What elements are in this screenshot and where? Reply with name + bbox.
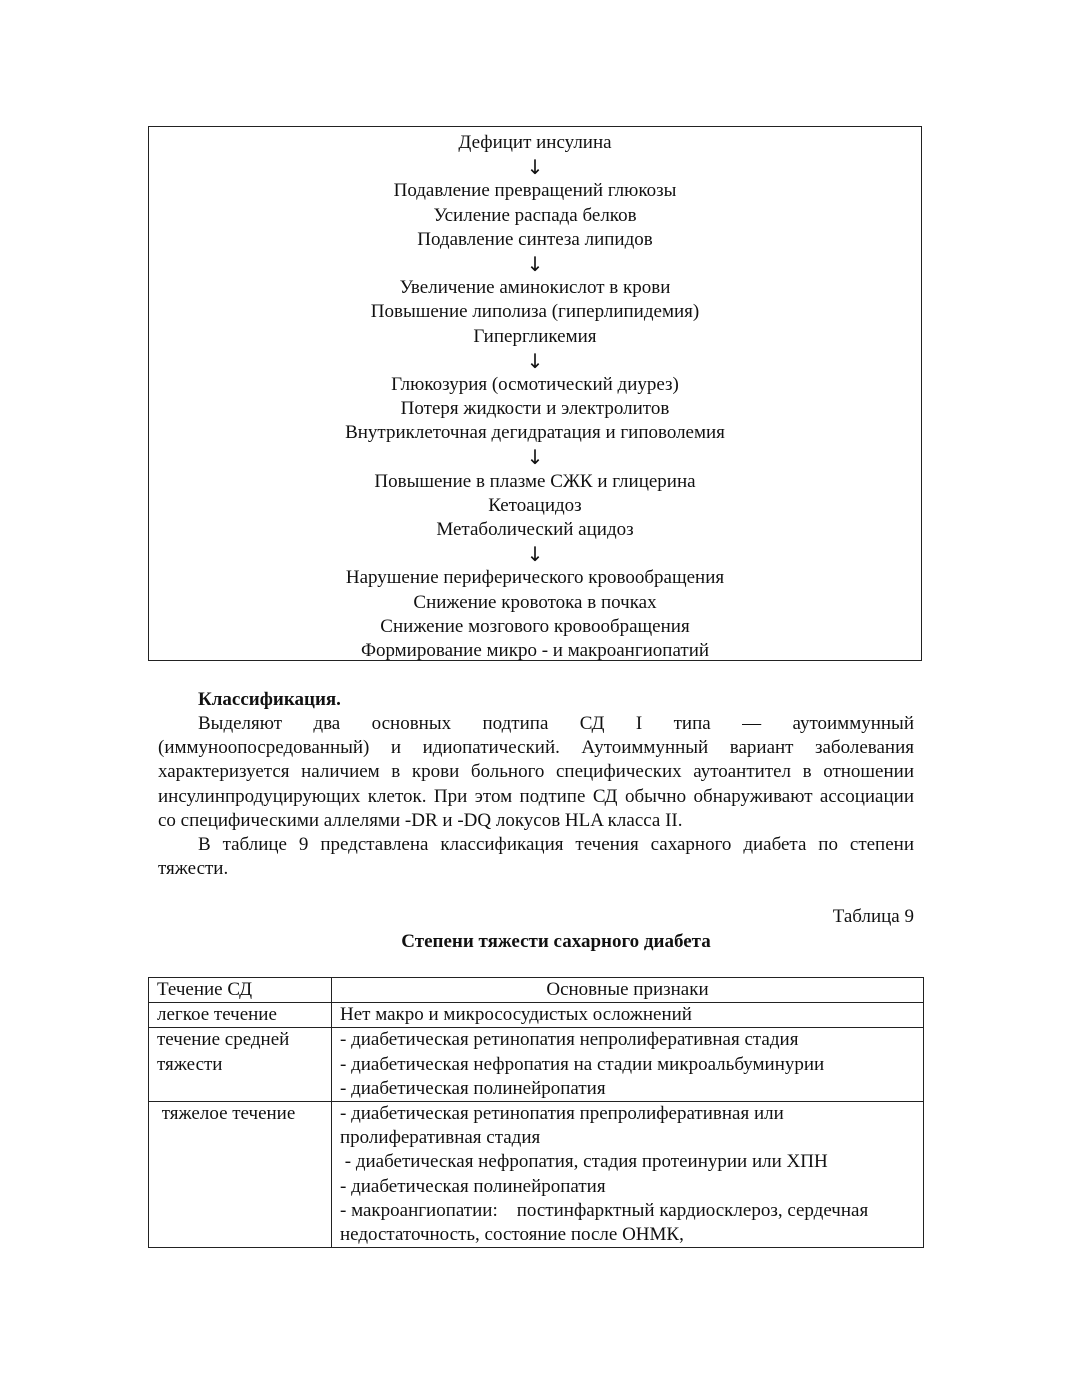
table-header-row: [149, 978, 924, 1003]
flow-step: Подавление синтеза липидов: [417, 228, 653, 250]
signs-cell: [332, 1102, 924, 1248]
header-cell: Основные признаки: [332, 978, 924, 1003]
flow-step: Кетоацидоз: [488, 494, 582, 516]
flow-step: Повышение в плазме СЖК и глицерина: [374, 470, 696, 492]
signs-cell: [332, 1003, 924, 1028]
table-row: [149, 1102, 924, 1248]
pathogenesis-flow-box: [148, 126, 922, 661]
down-arrow-icon: ↓: [526, 251, 544, 276]
section-heading: Классификация.: [198, 689, 341, 710]
flow-step: Формирование микро - и макроангиопатий: [360, 639, 710, 661]
flow-step: Подавление превращений глюкозы: [393, 180, 677, 202]
flow-step: Повышение липолиза (гиперлипидемия): [370, 301, 700, 323]
flow-step: Дефицит инсулина: [458, 132, 612, 153]
classification-text: [158, 712, 914, 881]
header-cell: Течение СД: [149, 978, 332, 1003]
flow-step: Нарушение периферического кровообращения: [345, 567, 725, 589]
down-arrow-icon: ↓: [526, 155, 544, 180]
course-cell: легкое течение: [149, 1003, 332, 1028]
severity-table: [148, 977, 924, 1248]
sign-item: - диабетическая ретинопатия препролиферативная или пролиферативная стадия: [340, 1103, 784, 1149]
flow-step: Потеря жидкости и электролитов: [400, 398, 670, 420]
flow-step: Снижение мозгового кровообращения: [380, 615, 690, 637]
flow-step: Увеличение аминокислот в крови: [399, 277, 671, 299]
flow-step: Снижение кровотока в почках: [413, 591, 657, 613]
paragraph: В таблице 9 представлена классификация течения сахарного диабета по степени тяжести.: [158, 834, 914, 880]
table-caption: Таблица 9: [832, 906, 914, 927]
flow-step: Глюкозурия (осмотический диурез): [391, 373, 679, 395]
flow-step: Гипергликемия: [473, 325, 597, 347]
sign-item: - диабетическая полинейропатия: [340, 1077, 606, 1099]
sign-item: - диабетическая нефропатия на стадии микроальбуминурии: [340, 1053, 825, 1075]
course-cell: течение средней тяжести: [149, 1028, 332, 1102]
sign-item: - диабетическая полинейропатия: [340, 1175, 606, 1197]
signs-cell: [332, 1028, 924, 1102]
table-title: Степени тяжести сахарного диабета: [401, 931, 711, 952]
down-arrow-icon: ↓: [526, 542, 544, 567]
sign-item: - диабетическая нефропатия, стадия протеинурии или ХПН: [340, 1151, 828, 1173]
course-cell: тяжелое течение: [149, 1102, 332, 1248]
flow-step: Усиление распада белков: [433, 204, 637, 226]
table-row: [149, 1028, 924, 1102]
sign-item: - диабетическая ретинопатия непролиферативная стадия: [340, 1029, 799, 1051]
down-arrow-icon: ↓: [526, 348, 544, 373]
sign-item: Нет макро и микрососудистых осложнений: [340, 1004, 692, 1026]
flow-step: Метаболический ацидоз: [436, 519, 634, 540]
paragraph: Выделяют два основных подтипа СД I типа — аутоиммунный (иммуноопосредованный) и идиопатический. Аутоиммунный вариант заболевания характеризуется наличием в крови больного специфических аутоантител в отношении инсулинпродуцирующих клеток. При этом подтипе СД обычно обнаруживают ассоциации со специфическими аллелями -DR и -DQ локусов HLA класса II.: [158, 713, 914, 831]
table-row: [149, 1003, 924, 1028]
sign-item: - макроангиопатии: постинфарктный кардиосклероз, сердечная недостаточность, состояние после ОНМК,: [340, 1199, 873, 1246]
down-arrow-icon: ↓: [526, 445, 544, 470]
flow-step: Внутриклеточная дегидратация и гиповолемия: [345, 422, 725, 444]
